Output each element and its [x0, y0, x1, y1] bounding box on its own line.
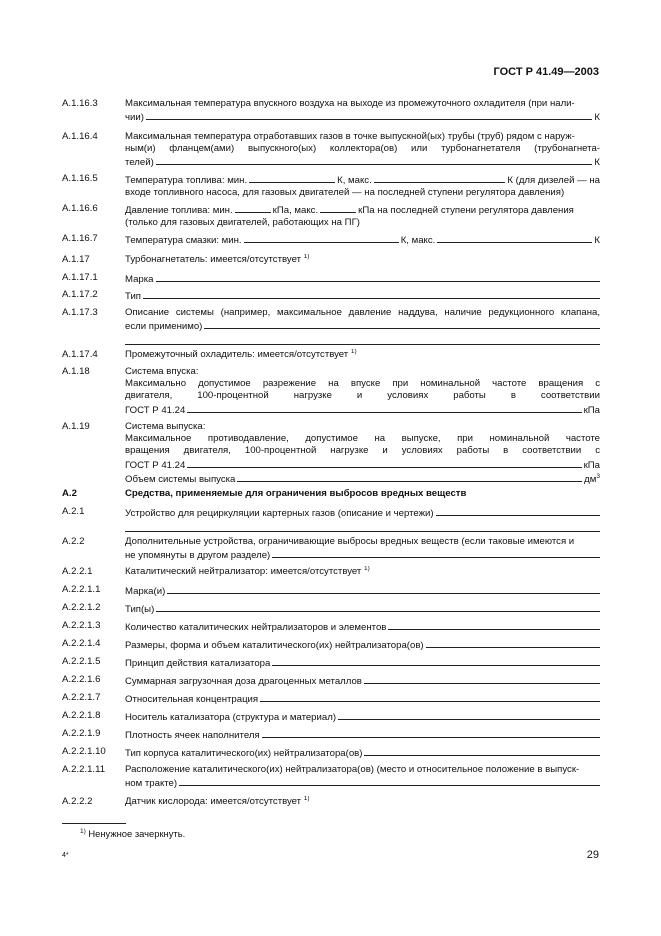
item-a-1-19	[62, 421, 600, 483]
item-text: Описание системы (например, максимальное давление наддува, наличие редукционного клапана,	[125, 307, 600, 318]
item-a-2-2-1-4	[62, 638, 600, 652]
item-number: A.1.17.3	[62, 307, 98, 318]
page-number: 29	[586, 849, 599, 861]
item-text: Тип корпуса каталитического(их) нейтрализатора(ов)	[125, 748, 363, 759]
footnote-text: Ненужное зачеркнуть.	[88, 828, 186, 839]
document-header: ГОСТ Р 41.49—2003	[493, 66, 599, 78]
item-text: входе топливного насоса, для газовых двигателей — на последней ступени регулятора давления)	[125, 187, 565, 199]
item-a-2-2-1-1	[62, 584, 600, 598]
item-a-1-16-5	[62, 173, 600, 199]
item-text: ным(и) фланцем(ами) выпускного(ых) коллектора(ов) или турбонагнетателя (трубонагнета-	[125, 143, 600, 155]
fill-in-line	[156, 155, 593, 165]
unit-label: К	[594, 112, 600, 124]
item-a-2-2-2	[62, 796, 600, 810]
item-number: A.2.2.1	[62, 566, 93, 577]
fill-in-line	[125, 333, 600, 345]
fill-in-line	[436, 506, 600, 516]
fill-in-line	[156, 272, 600, 282]
item-text: Максимально допустимое разрежение на впуске при номинальной частоте вращения с	[125, 378, 600, 390]
fill-in-line	[426, 638, 600, 648]
unit-label: кПа	[583, 459, 600, 471]
signature-mark: 4*	[62, 852, 69, 859]
unit-label: кПа	[583, 404, 600, 416]
item-a-1-16-6	[62, 203, 600, 229]
fill-in-line	[187, 458, 581, 468]
item-text: Носитель катализатора (структура и материал)	[125, 712, 337, 723]
item-a-2-2-1-7	[62, 692, 600, 706]
fill-in-line	[249, 173, 335, 183]
item-number: A.1.16.5	[62, 173, 98, 184]
item-text: Каталитический нейтрализатор: имеется/отсутствует	[125, 566, 362, 577]
item-number: A.2.2.1.7	[62, 692, 101, 703]
item-text: двигателя, 100-процентной нагрузке и условиях работы в соответствии	[125, 390, 600, 402]
item-number: A.2.2.1.1	[62, 584, 101, 595]
item-text: Температура топлива: мин.	[125, 175, 248, 186]
fill-in-line	[364, 674, 600, 684]
item-text: Расположение каталитического(их) нейтрализатора(ов) (место и относительное положение в выпуск-	[125, 764, 580, 775]
unit-label: К	[594, 235, 601, 246]
item-text: Количество каталитических нейтрализаторов и элементов	[125, 622, 387, 633]
item-number: A.1.18	[62, 366, 90, 377]
item-text: ГОСТ Р 41.24	[125, 459, 186, 471]
section-number: A.2	[62, 488, 77, 499]
item-text: Максимальная температура впускного воздуха на выходе из промежуточного охладителя (при нали-	[125, 98, 575, 109]
item-text: Тип(ы)	[125, 604, 155, 615]
item-a-2-2-1-9	[62, 728, 600, 742]
item-number: A.2.2.2	[62, 796, 93, 807]
item-a-2-2-1-5	[62, 656, 600, 670]
item-text: Принцип действия катализатора	[125, 658, 271, 669]
fill-in-line	[179, 776, 600, 786]
item-a-1-16-3	[62, 98, 600, 124]
item-a-2-2	[62, 536, 600, 562]
item-text: кПа на последней ступени регулятора давления	[358, 205, 574, 216]
fill-in-line	[204, 319, 600, 329]
item-a-2-2-1-2	[62, 602, 600, 616]
item-text: Максимальная температура отработавших газов в точке выпускной(ых) трубы (труб) рядом с наруж-	[125, 131, 575, 142]
item-text: Температура смазки: мин.	[125, 235, 242, 246]
item-number: A.1.16.3	[62, 98, 98, 109]
fill-in-line	[156, 602, 600, 612]
item-a-1-16-7	[62, 233, 600, 247]
item-text: Турбонагнетатель: имеется/отсутствует	[125, 254, 301, 265]
item-text: не упомянуты в другом разделе)	[125, 550, 271, 562]
item-text: Размеры, форма и объем каталитического(их) нейтрализатора(ов)	[125, 640, 424, 651]
item-number: A.2.2.1.10	[62, 746, 106, 757]
item-a-2-2-1	[62, 566, 600, 580]
item-text: Тип	[125, 291, 141, 302]
item-number: A.2.2.1.11	[62, 764, 106, 775]
item-number: A.1.16.4	[62, 131, 98, 142]
section-a-2	[62, 488, 600, 502]
item-text: Дополнительные устройства, ограничивающие выбросы вредных веществ (если таковые имеются и	[125, 536, 575, 547]
item-text: ГОСТ Р 41.24	[125, 404, 186, 416]
item-text: чии)	[125, 112, 144, 124]
footnote-mark: 1)	[80, 828, 86, 835]
item-text: К (для дизелей — на	[507, 175, 600, 186]
item-text: кПа, макс.	[272, 205, 319, 216]
item-text: Промежуточный охладитель: имеется/отсутствует	[125, 349, 349, 360]
item-text: К, макс.	[337, 175, 372, 186]
fill-in-line	[437, 233, 592, 243]
item-a-1-17-4	[62, 349, 600, 363]
unit-label: дм	[584, 473, 597, 485]
item-a-1-17-3	[62, 307, 600, 347]
item-number: A.2.2.1.3	[62, 620, 101, 631]
item-number: A.1.17	[62, 254, 90, 265]
footnote-reference: 1)	[303, 254, 310, 260]
item-a-2-2-1-10	[62, 746, 600, 760]
item-text: Объем системы выпуска	[125, 473, 236, 485]
item-a-2-2-1-8	[62, 710, 600, 724]
fill-in-line	[167, 584, 600, 594]
fill-in-line	[272, 548, 600, 558]
item-text: если применимо)	[125, 321, 203, 333]
item-a-2-2-1-11	[62, 764, 600, 790]
item-text: ном тракте)	[125, 778, 178, 790]
item-text: Марка	[125, 274, 154, 285]
fill-in-line	[320, 203, 356, 213]
fill-in-line	[388, 620, 600, 630]
unit-exponent: 3	[596, 472, 600, 480]
item-number: A.2.2.1.4	[62, 638, 101, 649]
section-heading: Средства, применяемые для ограничения выбросов вредных веществ	[125, 488, 467, 499]
item-text: Суммарная загрузочная доза драгоценных металлов	[125, 676, 362, 687]
fill-in-line	[262, 728, 600, 738]
item-text: Датчик кислорода: имеется/отсутствует	[125, 796, 302, 807]
item-text: Система выпуска:	[125, 421, 206, 432]
fill-in-line	[125, 520, 600, 532]
footnote-reference: 1)	[303, 796, 310, 802]
item-a-1-16-4	[62, 131, 600, 169]
item-number: A.1.16.7	[62, 233, 98, 244]
item-number: A.1.19	[62, 421, 90, 432]
fill-in-line	[146, 110, 592, 120]
item-a-1-17-2	[62, 289, 600, 303]
item-a-2-1	[62, 506, 600, 532]
item-a-2-2-1-6	[62, 674, 600, 688]
item-a-2-2-1-3	[62, 620, 600, 634]
item-text: К, макс.	[400, 235, 436, 246]
footnote-reference: 1)	[363, 566, 370, 572]
item-text: Система впуска:	[125, 366, 199, 377]
unit-label: К	[594, 157, 600, 169]
item-number: A.1.17.1	[62, 272, 98, 283]
item-text: Плотность ячеек наполнителя	[125, 730, 260, 741]
item-number: A.2.2.1.6	[62, 674, 101, 685]
item-number: A.2.1	[62, 506, 85, 517]
item-text: Устройство для рециркуляции картерных газов (описание и чертежи)	[125, 508, 434, 519]
fill-in-line	[187, 403, 581, 413]
fill-in-line	[244, 233, 399, 243]
item-text: вращения двигателя, 100-процентной нагрузке и условиях работы в соответствии с	[125, 445, 600, 457]
fill-in-line	[260, 692, 600, 702]
footnote	[80, 828, 185, 839]
item-number: A.2.2	[62, 536, 85, 547]
item-number: A.2.2.1.2	[62, 602, 101, 613]
item-number: A.1.17.2	[62, 289, 98, 300]
fill-in-line	[143, 289, 600, 299]
footnote-reference: 1)	[350, 349, 357, 355]
item-a-1-18	[62, 366, 600, 416]
item-a-1-17-1	[62, 272, 600, 286]
item-number: A.1.17.4	[62, 349, 98, 360]
item-a-1-17	[62, 254, 600, 268]
item-text: Марка(и)	[125, 586, 166, 597]
fill-in-line	[374, 173, 506, 183]
item-text: (только для газовых двигателей, работающих на ПГ)	[125, 217, 360, 229]
item-text: Давление топлива: мин.	[125, 205, 233, 216]
item-number: A.2.2.1.8	[62, 710, 101, 721]
fill-in-line	[235, 203, 271, 213]
fill-in-line	[364, 746, 600, 756]
item-number: A.2.2.1.5	[62, 656, 101, 667]
fill-in-line	[272, 656, 600, 666]
item-text: Относительная концентрация	[125, 694, 259, 705]
fill-in-line	[237, 472, 582, 482]
item-number: A.1.16.6	[62, 203, 98, 214]
fill-in-line	[338, 710, 600, 720]
item-number: A.2.2.1.9	[62, 728, 101, 739]
item-text: телей)	[125, 157, 154, 169]
footnote-separator	[62, 823, 126, 824]
item-text: Максимальное противодавление, допустимое на выпуске, при номинальной частоте	[125, 433, 600, 445]
